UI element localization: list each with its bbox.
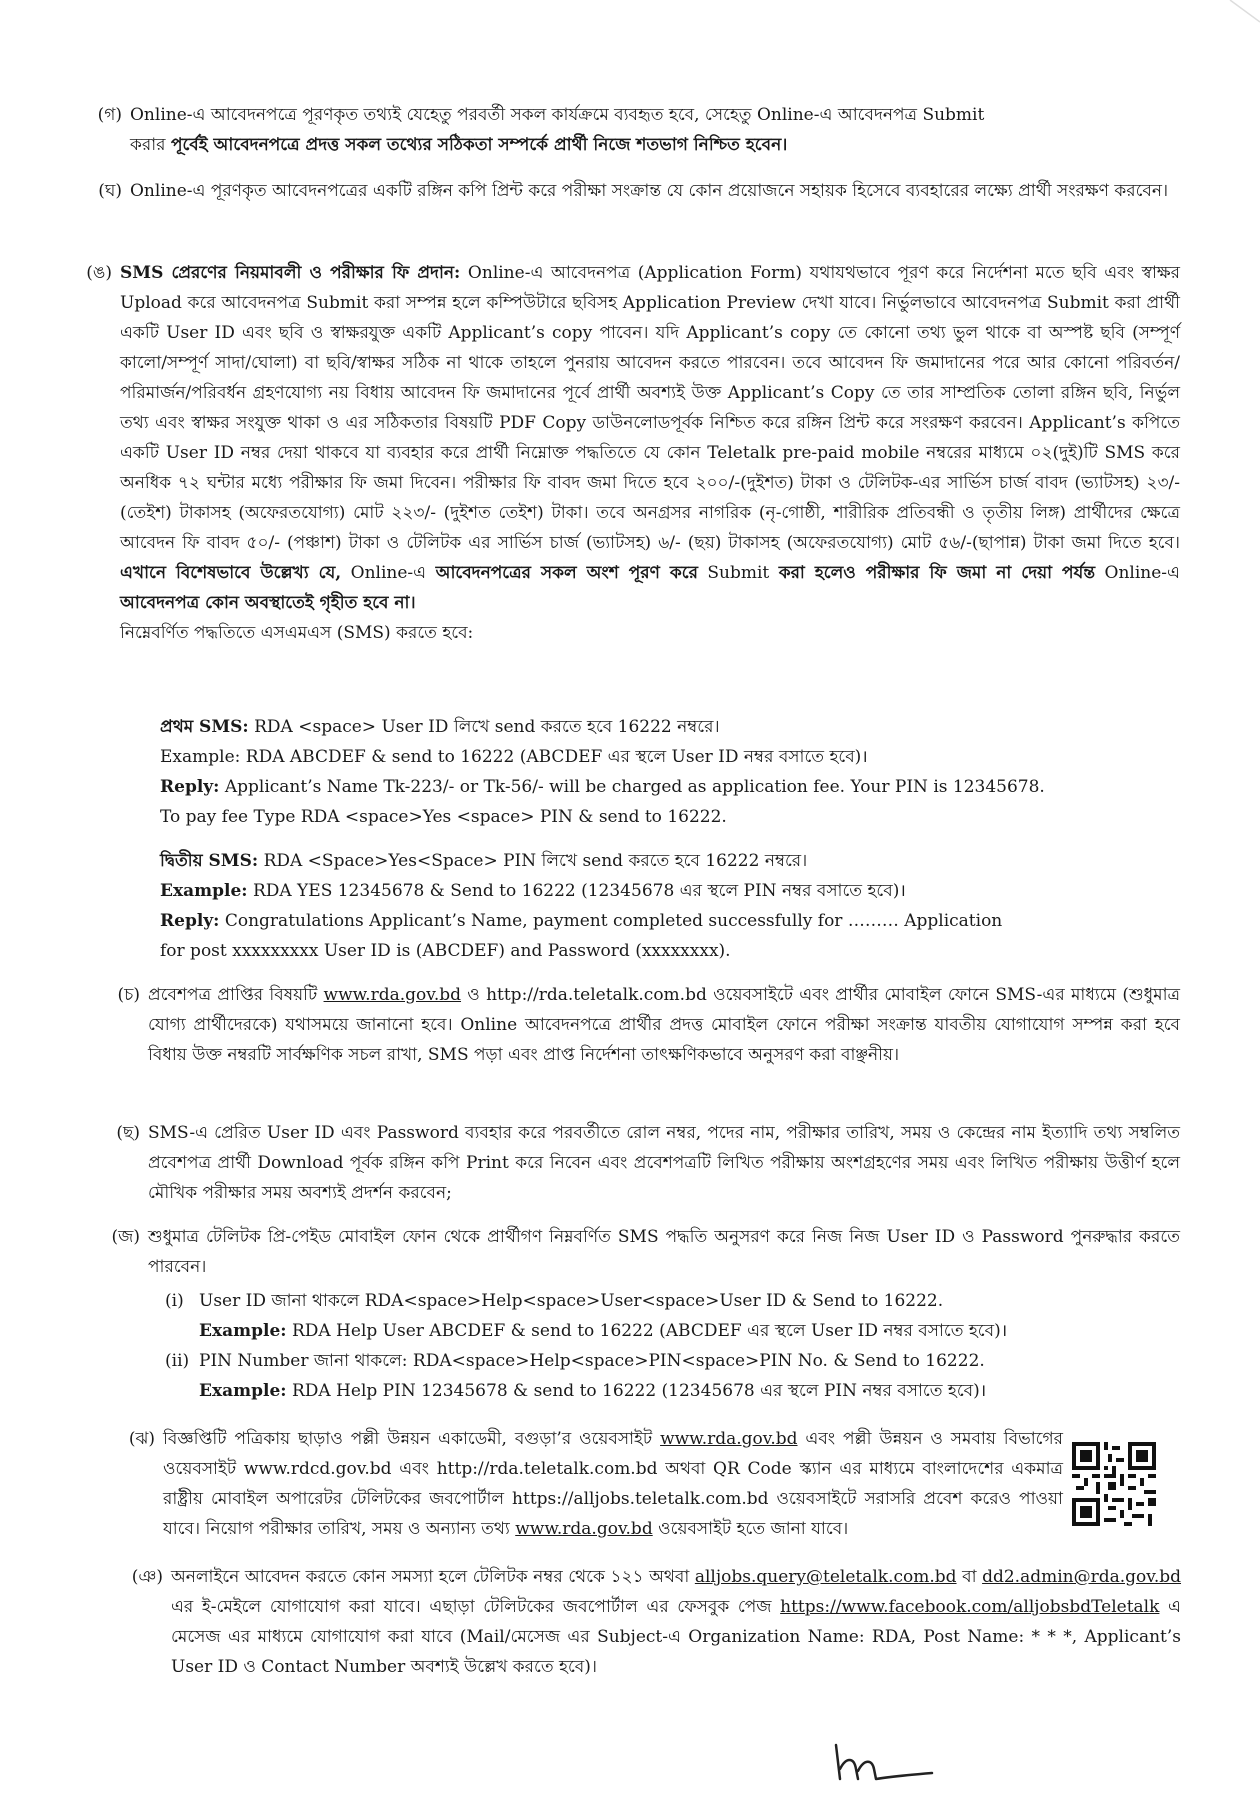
page-corner-mark (1120, 0, 1260, 30)
rda-website-link[interactable]: www.rda.gov.bd (323, 985, 462, 1005)
first-reply-label: Reply: (160, 777, 220, 797)
method-line: নিম্নেবর্ণিত পদ্ধতিতে এসএমএস (SMS) করতে হবে: (120, 623, 474, 643)
section-chha (0, 1118, 1260, 1208)
method-ii-text: PIN Number জানা থাকলে: RDA<space>Help<space>PIN<space>PIN No. & Send to 16222. (199, 1351, 985, 1371)
section-text: Online-এ পূরণকৃত আবেদনপত্রের একটি রঙ্গিন কপি প্রিন্ট করে পরীক্ষা সংক্রান্ত যে কোন প্রয়োজনে সহায়ক হিসেবে ব্যবহারের লক্ষ্যে প্রার্থী সংরক্ষণ করবেন। (130, 181, 1169, 201)
section-heading-rest: প্রেরণের নিয়মাবলী ও পরীক্ষার ফি প্রদান: (163, 263, 461, 283)
section-umo (0, 258, 1260, 648)
second-example-text: RDA YES 12345678 & Send to 16222 (12345678 এর স্থলে PIN নম্বর বসাতে হবে)। (247, 881, 906, 901)
facebook-page-link[interactable]: https://www.facebook.com/alljobsbdTeletalk (780, 1597, 1160, 1617)
bold-note: করা হলেও পরীক্ষার ফি জমা না দেয়া পর্যন্ত (778, 563, 1096, 583)
section-text: Online-এ আবেদনপত্র (Application Form) যথাযথভাবে পূরণ করে নির্দেশনা মতে ছবি এবং স্বাক্ষর Upload করে আবেদনপত্র Submit করা সম্পন্ন হলে কম্পিউটারে ছবিসহ Application Preview দেখা যাবে। নির্ভুলভাবে আবেদনপত্র Submit করা প্রার্থী একটি User ID এবং ছবি ও স্বাক্ষরযুক্ত একটি Applicant’s copy পাবেন। যদি Applicant’s copy তে কোনো তথ্য ভুল থাকে বা অস্পষ্ট ছবি (সম্পূর্ণ কালো/সম্পূর্ণ সাদা/ঘোলা) বা ছবি/স্বাক্ষর সঠিক না থাকে তাহলে পুনরায় আবেদন করতে পারবেন। তবে আবেদন ফি জমাদানের পরে আর কোনো পরিবর্তন/পরিমার্জন/পরিবর্ধন গ্রহণযোগ্য নয় বিধায় আবেদন ফি জমাদানের পূর্বে প্রার্থী অবশ্যই উক্ত Applicant’s Copy তে তার সাম্প্রতিক তোলা রঙ্গিন ছবি, নির্ভুল তথ্য এবং স্বাক্ষর সংযুক্ত থাকা ও এর সঠিকতার বিষয়টি PDF Copy ডাউনলোডপূর্বক নিশ্চিত করে রঙ্গিন প্রিন্ট করে সংরক্ষণ করবেন। Applicant’s কপিতে একটি User ID নম্বর দেয়া থাকবে যা ব্যবহার করে প্রার্থী নিম্নোক্ত পদ্ধতিতে যে কোন Teletalk pre-paid mobile নম্বরের মাধ্যমে ০২(দুই)টি SMS করে অনধিক ৭২ ঘন্টার মধ্যে পরীক্ষার ফি জমা দিবেন। পরীক্ষার ফি বাবদ জমা দিতে হবে ২০০/-(দুইশত) টাকা ও টেলিটক-এর সার্ভিস চার্জ বাবদ (ভ্যাটসহ) ২৩/- (তেইশ) টাকাসহ (অফেরতযোগ্য) মোট ২২৩/- (দুইশত তেইশ) টাকা। তবে অনগ্রসর নাগরিক (নৃ-গোষ্ঠী, শারীরিক প্রতিবন্ধী ও তৃতীয় লিঙ্গ) প্রার্থীদের ক্ষেত্রে আবেদন ফি বাবদ ৫০/- (পঞ্চাশ) টাকা ও টেলিটক এর সার্ভিস চার্জ (ভ্যাটসহ) ৬/- (ছয়) টাকাসহ (অফেরতযোগ্য) মোট ৫৬/-(ছাপান্ন) টাকা জমা দিতে হবে। (120, 263, 1180, 553)
method-i-text: User ID জানা থাকলে RDA<space>Help<space>User<space>User ID & Send to 16222. (199, 1291, 944, 1311)
note-text: Online-এ (1095, 563, 1180, 583)
example-text: RDA Help PIN 12345678 & send to 16222 (12345678 এর স্থলে PIN নম্বর বসাতে হবে)। (286, 1381, 987, 1401)
second-reply-text: Congratulations Applicant’s Name, payment completed successfully for ……… Application (219, 911, 1003, 931)
first-reply-text: Applicant’s Name Tk-223/- or Tk-56/- will be charged as application fee. Your PIN is 12345678. (219, 777, 1045, 797)
sms-instructions (160, 712, 1180, 966)
section-ja (0, 1222, 1260, 1282)
first-reply-text-2: To pay fee Type RDA <space>Yes <space> PIN & send to 16222. (160, 807, 727, 827)
note-text: Submit (697, 563, 779, 583)
section-jha (0, 1424, 1260, 1544)
section-text: অনলাইনে আবেদন করতে কোন সমস্যা হলে টেলিটক নম্বর থেকে ১২১ অথবা (171, 1567, 695, 1587)
section-nya (0, 1562, 1260, 1682)
section-text: বা (956, 1567, 983, 1587)
note-text: Online-এ (341, 563, 436, 583)
bold-note: আবেদনপত্র কোন অবস্থাতেই গৃহীত হবে না। (120, 593, 416, 613)
example-text: RDA Help User ABCDEF & send to 16222 (ABCDEF এর স্থলে User ID নম্বর বসাতে হবে)। (286, 1321, 1008, 1341)
recovery-methods (165, 1286, 1165, 1406)
section-text: করার (130, 135, 171, 155)
section-text: এর ই-মেইলে যোগাযোগ করা যাবে। এছাড়া টেলিটকের জবপোর্টাল এর ফেসবুক পেজ (171, 1597, 781, 1617)
bold-note: এখানে বিশেষভাবে উল্লেখ্য যে, (120, 563, 342, 583)
section-text: প্রবেশপত্র প্রাপ্তির বিষয়টি (148, 985, 324, 1005)
section-label: (ছ) (116, 1123, 140, 1143)
section-gha (0, 176, 1260, 206)
first-sms-label: প্রথম SMS: (160, 717, 249, 737)
first-sms-text: RDA <space> User ID লিখে send করতে হবে 16222 নম্বরে। (248, 717, 720, 737)
section-label: (ঙ) (86, 263, 112, 283)
bold-warning: পূর্বেই আবেদনপত্রে প্রদত্ত সকল তথ্যের সঠিকতা সম্পর্কে প্রার্থী নিজে শতভাগ নিশ্চিত হবেন। (170, 135, 788, 155)
section-label: (ঘ) (98, 181, 122, 201)
section-text: Online-এ আবেদনপত্রে পূরণকৃত তথ্যই যেহেতু পরবর্তী সকল কার্যক্রমে ব্যবহৃত হবে, সেহেতু Online-এ আবেদনপত্র Submit (130, 105, 985, 125)
bold-note: আবেদনপত্রের সকল অংশ পূরণ করে (435, 563, 698, 583)
second-reply-text-2: for post xxxxxxxxx User ID is (ABCDEF) and Password (xxxxxxxx). (160, 941, 731, 961)
handwritten-initials (828, 1735, 938, 1785)
section-label: (জ) (111, 1227, 140, 1247)
second-sms-text: RDA <Space>Yes<Space> PIN লিখে send করতে হবে 16222 নম্বরে। (258, 851, 808, 871)
section-text: ওয়েবসাইট হতে জানা যাবে। (652, 1519, 849, 1539)
section-cha (0, 980, 1260, 1070)
section-text: এ মেসেজ এর মাধ্যমে যোগাযোগ করা যাবে (Mail/মেসেজ এর Subject-এ Organization Name: RDA, Post Name: * * *, Applicant’s User ID ও Contact Number অবশ্যই উল্লেখ করতে হবে)। (171, 1597, 1181, 1677)
section-ga (0, 100, 1260, 160)
second-sms-label: দ্বিতীয় SMS: (160, 851, 259, 871)
section-text: SMS-এ প্রেরিত User ID এবং Password ব্যবহার করে পরবর্তীতে রোল নম্বর, পদের নাম, পরীক্ষার তারিখ, সময় ও কেন্দ্রের নাম ইত্যাদি তথ্য সম্বলিত প্রবেশপত্র প্রার্থী Download পূর্বক রঙ্গিন কপি Print করে নিবেন এবং প্রবেশপত্রটি লিখিত পরীক্ষায় অংশগ্রহণের সময় এবং লিখিত পরীক্ষায় উত্তীর্ণ হলে মৌখিক পরীক্ষার সময় অবশ্যই প্রদর্শন করবেন; (148, 1123, 1180, 1203)
teletalk-query-email-link[interactable]: alljobs.query@teletalk.com.bd (694, 1567, 957, 1587)
section-text: ও http://rda.teletalk.com.bd ওয়েবসাইটে এবং প্রার্থীর মোবাইল ফোনে SMS-এর মাধ্যমে (শুধুমাত্র যোগ্য প্রার্থীদেরকে) যথাসময়ে জানানো হবে। Online আবেদনপত্রে প্রার্থীর প্রদত্ত মোবাইল ফোনে পরীক্ষা সংক্রান্ত যাবতীয় যোগাযোগ সম্পন্ন করা হবে বিধায় উক্ত নম্বরটি সার্বক্ষণিক সচল রাখা, SMS পড়া এবং প্রাপ্ত নির্দেশনা তাৎক্ষণিকভাবে অনুসরণ করা বাঞ্ছনীয়। (148, 985, 1180, 1065)
section-label: (ঝ) (128, 1429, 155, 1449)
second-reply-label: Reply: (160, 911, 220, 931)
example-label: Example: (199, 1321, 287, 1341)
section-text: বিজ্ঞপ্তিটি পত্রিকায় ছাড়াও পল্লী উন্নয়ন একাডেমী, বগুড়া’র ওয়েবসাইট (163, 1429, 661, 1449)
section-label: (ঞ) (131, 1567, 163, 1587)
rda-website-link[interactable]: www.rda.gov.bd (515, 1519, 653, 1539)
section-text: শুধুমাত্র টেলিটক প্রি-পেইড মোবাইল ফোন থেকে প্রার্থীগণ নিম্নবর্ণিত SMS পদ্ধতি অনুসরণ করে নিজ নিজ User ID ও Password পুনরুদ্ধার করতে পারবেন। (148, 1227, 1180, 1277)
section-label: (চ) (117, 985, 140, 1005)
section-label: (গ) (97, 105, 122, 125)
rda-admin-email-link[interactable]: dd2.admin@rda.gov.bd (982, 1567, 1182, 1587)
method-i-label: (i) (165, 1291, 184, 1311)
rda-website-link[interactable]: www.rda.gov.bd (660, 1429, 798, 1449)
section-heading: SMS (120, 263, 164, 283)
method-ii-label: (ii) (165, 1351, 190, 1371)
example-label: Example: (199, 1381, 287, 1401)
qr-code-icon[interactable] (1072, 1442, 1156, 1526)
section-text: এবং পল্লী উন্নয়ন ও সমবায় বিভাগের ওয়েবসাইট www.rdcd.gov.bd এবং http://rda.teletalk.com.bd অথবা QR Code স্ক্যান এর মাধ্যমে বাংলাদেশের একমাত্র রাষ্ট্রীয় মোবাইল অপারেটর টেলিটকের জবপোর্টাল https://alljobs.teletalk.com.bd ওয়েবসাইটে সরাসরি প্রবেশ করেও পাওয়া যাবে। নিয়োগ পরীক্ষার তারিখ, সময় ও অন্যান্য তথ্য (163, 1429, 1064, 1539)
first-sms-example: Example: RDA ABCDEF & send to 16222 (ABCDEF এর স্থলে User ID নম্বর বসাতে হবে)। (160, 747, 868, 767)
second-example-label: Example: (160, 881, 248, 901)
